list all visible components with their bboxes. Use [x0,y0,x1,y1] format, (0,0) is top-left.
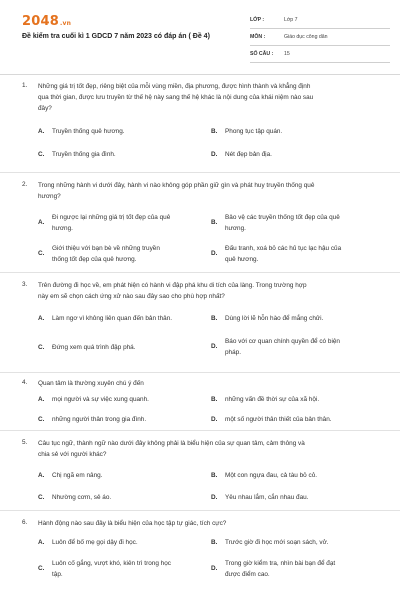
option-letter: A. [38,128,45,135]
question-text [38,281,383,303]
option-letter: D. [211,343,218,350]
option-text: Đứng xem quá trình đập phá. [52,344,136,351]
question-2 [0,173,400,273]
option-text: Luôn để bố mẹ gọi dậy đi học. [52,539,138,546]
option-letter: A. [38,219,45,226]
info-row-subject [250,32,390,46]
option-text: Dùng lời lẽ hỗn hào để mắng chửi. [225,315,324,322]
option-text [225,244,341,266]
option-letter: D. [211,151,218,158]
question-5 [0,431,400,511]
exam-info-panel [250,15,390,66]
option-letter: B. [211,219,218,226]
option-letter: A. [38,396,45,403]
option-line: hương. [52,224,73,232]
question-text [38,379,383,390]
info-row-class [250,15,390,29]
option-letter: C. [38,344,45,351]
option-line: tập. [52,570,63,578]
option-text [225,213,340,235]
option-letter: C. [38,250,45,257]
option-line: Báo với cơ quan chính quyền để có biện [225,338,340,345]
option-letter: C. [38,565,45,572]
option-line: Giới thiệu với bạn bè về những truyền [52,245,160,252]
logo-main: 2048 [22,14,59,29]
info-label: LỚP : [250,17,265,23]
option-letter: B. [211,396,218,403]
option-letter: A. [38,315,45,322]
question-6 [0,511,400,591]
option-line: quê hương. [225,255,259,263]
option-text: mọi người và sự việc xung quanh. [52,396,149,403]
option-line: Đi ngược lại những giá trị tốt đẹp của quê [52,214,171,221]
option-line: Trong giờ kiểm tra, nhìn bài bạn để đạt [225,560,336,567]
option-text: Truyền thống quê hương. [52,128,125,135]
option-letter: A. [38,539,45,546]
option-letter: B. [211,472,218,479]
option-text: những vấn đề thời sự của xã hội. [225,396,320,403]
option-text: những người thân trong gia đình. [52,416,147,423]
question-4 [0,373,400,431]
site-logo[interactable] [22,14,71,29]
info-value: Giáo dục công dân [284,34,328,40]
option-text: Trước giờ đi học mới soạn sách, vở. [225,539,329,546]
option-letter: D. [211,494,218,501]
option-text: Chị ngã em nâng. [52,472,103,479]
page-header [0,0,400,64]
option-text [225,559,335,581]
option-letter: B. [211,539,218,546]
info-label: MÔN : [250,34,266,40]
question-line: Câu tục ngữ, thành ngữ nào dưới đây không phải là biểu hiện của sự quan tâm, cảm thông và [38,440,305,447]
question-text [38,519,383,530]
option-text [52,559,171,581]
question-line: Quan tâm là thường xuyên chú ý đến [38,380,144,387]
option-text: Nét đẹp bản địa. [225,151,272,158]
option-line: thống tốt đẹp của quê hương. [52,255,137,263]
option-text: Phong tục tập quán. [225,128,283,135]
question-line: qua thời gian, được lưu truyền từ thế hệ này sang thế hệ khác là nội dung của khái niệm nào sau [38,93,314,101]
option-line: Bảo vệ các truyền thống tốt đẹp của quê [225,214,340,221]
question-line: đây? [38,104,52,112]
option-letter: B. [211,128,218,135]
document-title: Đề kiểm tra cuối kì 1 GDCD 7 năm 2023 có đáp án ( Đề 4) [22,33,210,40]
option-line: hương. [225,224,246,232]
header-divider [0,74,400,75]
info-value: Lớp 7 [284,17,298,23]
question-text [38,181,383,203]
option-letter: D. [211,565,218,572]
option-line: Luôn cố gắng, vượt khó, kiên trì trong học [52,560,171,567]
question-1 [0,80,400,173]
question-number: 5. [22,439,28,446]
option-text [225,337,340,359]
question-number: 4. [22,379,28,386]
option-text [52,213,170,235]
option-line: pháp. [225,348,241,356]
question-line: Hành động nào sau đây là biểu hiện của học tập tự giác, tích cực? [38,520,227,527]
question-line: này em sẽ chọn cách ứng xử nào sau đây sao cho phù hợp nhất? [38,292,225,300]
question-text [38,439,383,461]
question-line: Những giá trị tốt đẹp, riêng biệt của mỗi vùng miền, địa phương, được hình thành và khẳng định [38,83,311,90]
option-text: Yêu nhau lắm, cắn nhau đau. [225,494,309,501]
logo-domain: .vn [59,20,72,27]
option-text: một số người thân thiết của bản thân. [225,416,332,423]
info-value: 15 [284,51,290,57]
option-text: Làm ngơ vì không liên quan đến bản thân. [52,315,173,322]
question-text [38,82,383,114]
question-3 [0,273,400,373]
option-text: Nhường cơm, sẻ áo. [52,494,112,501]
info-label: SỐ CÂU : [250,51,274,57]
question-list [0,80,400,591]
option-letter: D. [211,250,218,257]
option-text: Truyền thống gia đình. [52,151,116,158]
question-number: 1. [22,82,28,89]
info-row-question-count [250,49,390,63]
option-letter: A. [38,472,45,479]
option-letter: C. [38,494,45,501]
option-text [52,244,160,266]
question-line: Trong những hành vi dưới đây, hành vi nào không góp phần giữ gìn và phát huy truyền thống quê [38,182,315,189]
question-line: Trên đường đi học về, em phát hiện có hành vi đập phá khu di tích của làng. Trong trường hợp [38,282,307,289]
option-letter: C. [38,416,45,423]
option-text: Một con ngựa đau, cả tàu bỏ cỏ. [225,472,318,479]
option-letter: C. [38,151,45,158]
option-letter: D. [211,416,218,423]
question-number: 6. [22,519,28,526]
question-line: chia sẻ với người khác? [38,450,107,458]
question-number: 2. [22,181,28,188]
question-number: 3. [22,281,28,288]
option-letter: B. [211,315,218,322]
option-line: Đấu tranh, xoá bỏ các hủ tục lạc hậu của [225,245,342,252]
question-line: hương? [38,192,61,200]
option-line: được điểm cao. [225,570,270,578]
